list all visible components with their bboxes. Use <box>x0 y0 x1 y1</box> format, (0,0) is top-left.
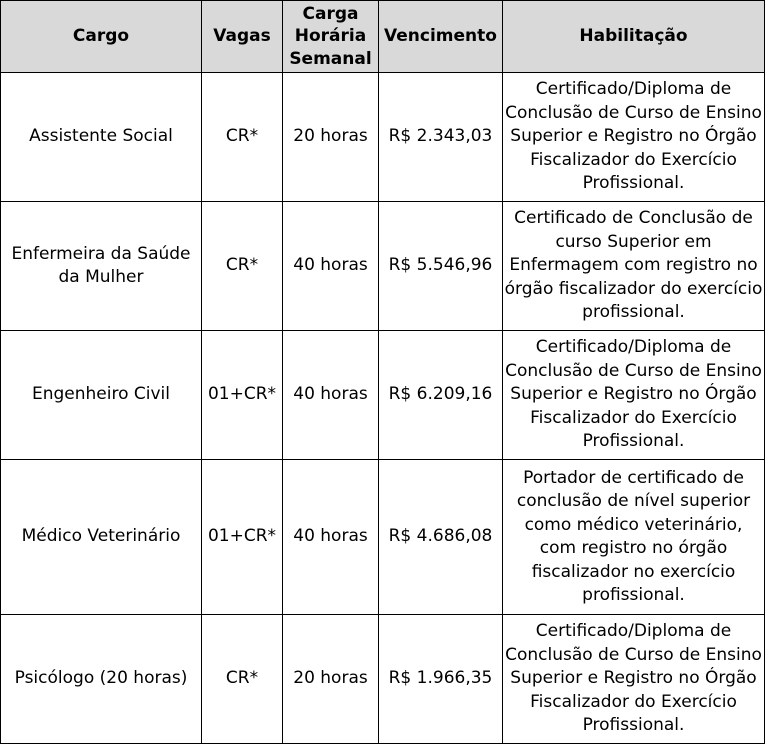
cell-carga: 40 horas <box>283 460 379 615</box>
cell-vagas: 01+CR* <box>202 331 283 460</box>
cell-cargo: Assistente Social <box>1 73 202 202</box>
cell-vencimento: R$ 1.966,35 <box>379 615 503 744</box>
header-carga-horaria: Carga Horária Semanal <box>283 1 379 73</box>
header-cargo: Cargo <box>1 1 202 73</box>
table-row <box>1 73 765 202</box>
cell-vencimento: R$ 5.546,96 <box>379 202 503 331</box>
table-row <box>1 460 765 615</box>
cell-vencimento: R$ 2.343,03 <box>379 73 503 202</box>
cell-habilitacao: Portador de certificado de conclusão de nível superior como médico veterinário, com registro no órgão fiscalizador no exercício profissional. <box>503 460 765 615</box>
cell-cargo: Psicólogo (20 horas) <box>1 615 202 744</box>
cell-cargo: Engenheiro Civil <box>1 331 202 460</box>
cell-vagas: CR* <box>202 202 283 331</box>
cell-cargo: Médico Veterinário <box>1 460 202 615</box>
cell-habilitacao: Certificado de Conclusão de curso Superior em Enfermagem com registro no órgão fiscalizador do exercício profissional. <box>503 202 765 331</box>
table-header-row <box>1 1 765 73</box>
cell-vagas: CR* <box>202 615 283 744</box>
cell-cargo: Enfermeira da Saúde da Mulher <box>1 202 202 331</box>
header-vencimento: Vencimento <box>379 1 503 73</box>
cell-carga: 40 horas <box>283 331 379 460</box>
cell-habilitacao: Certificado/Diploma de Conclusão de Curso de Ensino Superior e Registro no Órgão Fiscalizador do Exercício Profissional. <box>503 331 765 460</box>
cell-vencimento: R$ 4.686,08 <box>379 460 503 615</box>
cell-carga: 40 horas <box>283 202 379 331</box>
cell-vagas: CR* <box>202 73 283 202</box>
table-row <box>1 615 765 744</box>
cell-habilitacao: Certificado/Diploma de Conclusão de Curso de Ensino Superior e Registro no Órgão Fiscalizador do Exercício Profissional. <box>503 615 765 744</box>
table-row <box>1 202 765 331</box>
header-habilitacao: Habilitação <box>503 1 765 73</box>
cell-carga: 20 horas <box>283 73 379 202</box>
cell-carga: 20 horas <box>283 615 379 744</box>
cell-habilitacao: Certificado/Diploma de Conclusão de Curso de Ensino Superior e Registro no Órgão Fiscalizador do Exercício Profissional. <box>503 73 765 202</box>
table-row <box>1 331 765 460</box>
cell-vagas: 01+CR* <box>202 460 283 615</box>
cell-vencimento: R$ 6.209,16 <box>379 331 503 460</box>
header-vagas: Vagas <box>202 1 283 73</box>
